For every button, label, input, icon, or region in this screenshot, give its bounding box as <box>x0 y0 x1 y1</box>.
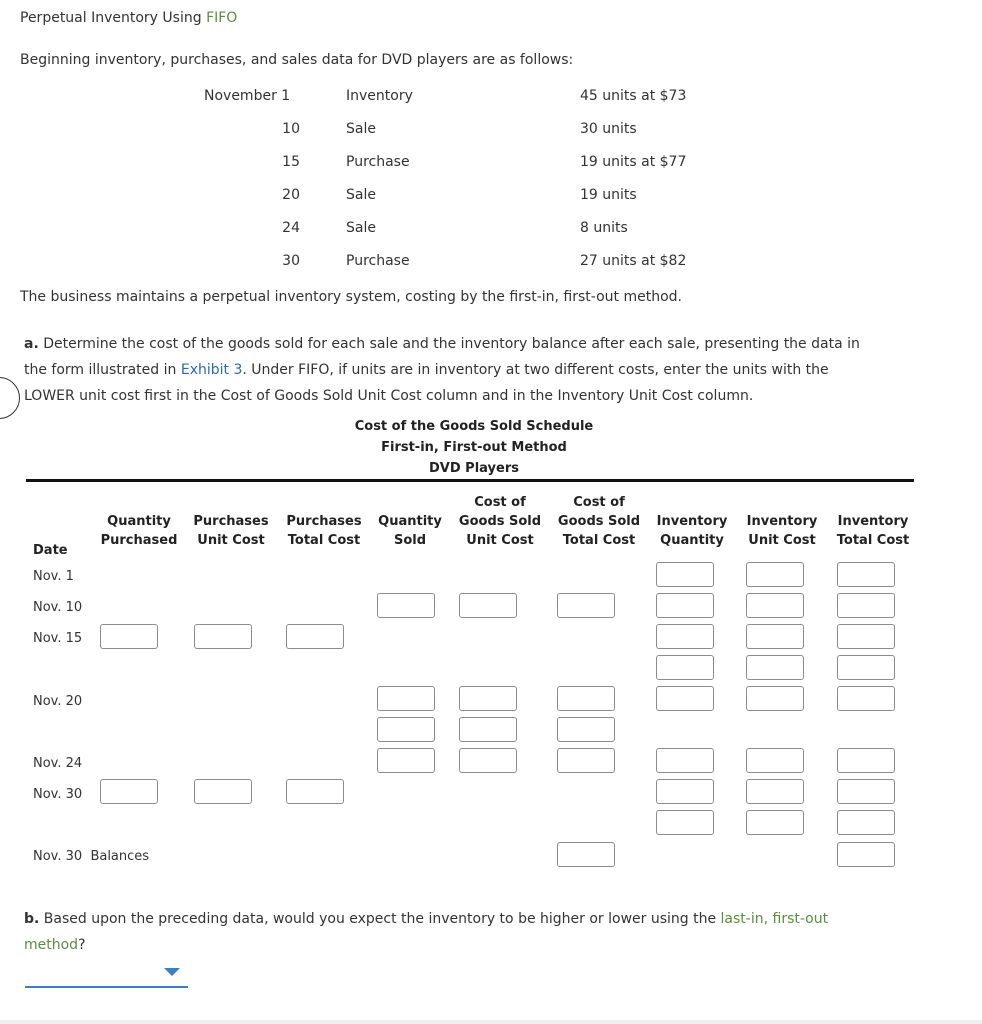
purchases-total-cost-input[interactable] <box>286 779 344 804</box>
qty-purchased-input[interactable] <box>100 624 158 649</box>
row-date: 10 <box>282 121 300 137</box>
row-type: Purchase <box>346 253 410 269</box>
question-marker <box>0 377 20 419</box>
header-cogs-unit-cost <box>452 493 548 550</box>
inv-unit-cost-input[interactable] <box>746 655 804 680</box>
footer-bar <box>0 1020 982 1024</box>
row-date: 15 <box>282 154 300 170</box>
part-b-line2 <box>24 937 86 953</box>
purchases-unit-cost-input[interactable] <box>194 624 252 649</box>
chevron-down-icon <box>164 968 180 976</box>
purchases-unit-cost-input[interactable] <box>194 779 252 804</box>
inv-unit-cost-input[interactable] <box>746 686 804 711</box>
row-detail: 19 units at $77 <box>580 154 687 170</box>
header-line: Quantity <box>107 514 171 529</box>
inv-unit-cost-input[interactable] <box>746 748 804 773</box>
inv-total-cost-input[interactable] <box>837 562 895 587</box>
inv-total-cost-input[interactable] <box>837 624 895 649</box>
header-purchases-unit-cost <box>186 512 276 550</box>
header-line: Purchased <box>100 533 178 548</box>
part-a-text2-post: . Under FIFO, if units are in inventory at two different costs, enter the units with the <box>242 362 829 378</box>
inv-total-cost-input[interactable] <box>837 593 895 618</box>
row-detail: 30 units <box>580 121 637 137</box>
header-line: Cost of <box>474 495 526 510</box>
schedule-method: First-in, First-out Method <box>381 440 567 455</box>
header-line: Total Cost <box>836 533 910 548</box>
header-line: Unit Cost <box>748 533 816 548</box>
header-line: Inventory <box>746 514 818 529</box>
row-detail: 8 units <box>580 220 628 236</box>
date-nov-15: Nov. 15 <box>33 631 83 646</box>
header-qty-purchased <box>93 512 185 550</box>
header-qty-sold <box>372 512 448 550</box>
inv-total-cost-input[interactable] <box>837 810 895 835</box>
date-nov-1: Nov. 1 <box>33 569 74 584</box>
part-a-text1: Determine the cost of the goods sold for each sale and the inventory balance after each sale, presenting the data in <box>38 336 860 352</box>
page-title <box>20 10 237 26</box>
qty-sold-input[interactable] <box>377 686 435 711</box>
purchases-total-cost-input[interactable] <box>286 624 344 649</box>
part-b-qmark: ? <box>78 937 86 953</box>
inv-total-cost-input[interactable] <box>837 686 895 711</box>
balances-label: Balances <box>90 849 150 864</box>
part-a-line3: LOWER unit cost first in the Cost of Goods Sold Unit Cost column and in the Inventory Unit Cost column. <box>24 388 754 404</box>
title-prefix: Perpetual Inventory Using <box>20 10 207 26</box>
header-line: Quantity <box>660 533 724 548</box>
header-line: Purchases <box>193 514 269 529</box>
qty-sold-input[interactable] <box>377 593 435 618</box>
row-date: 30 <box>282 253 300 269</box>
inv-unit-cost-input[interactable] <box>746 779 804 804</box>
header-date: Date <box>33 543 68 558</box>
row-date: 24 <box>282 220 300 236</box>
header-cogs-total-cost <box>550 493 648 550</box>
intro-text: Beginning inventory, purchases, and sales data for DVD players are as follows: <box>20 52 574 68</box>
header-inventory-total-cost <box>829 512 917 550</box>
date-nov-30: Nov. 30 <box>33 787 83 802</box>
cogs-total-cost-input[interactable] <box>557 686 615 711</box>
inv-total-cost-input[interactable] <box>837 779 895 804</box>
inv-unit-cost-input[interactable] <box>746 562 804 587</box>
schedule-title: Cost of the Goods Sold Schedule <box>354 419 594 434</box>
lifo-link-a[interactable]: last-in, first-out <box>720 911 829 927</box>
header-line: Cost of <box>573 495 625 510</box>
inv-unit-cost-input[interactable] <box>746 593 804 618</box>
row-detail: 27 units at $82 <box>580 253 687 269</box>
row-type: Sale <box>346 187 376 203</box>
part-a-text2-pre: the form illustrated in <box>24 362 181 378</box>
row-date: 20 <box>282 187 300 203</box>
cogs-unit-cost-input[interactable] <box>459 686 517 711</box>
row-type: Sale <box>346 121 376 137</box>
cogs-total-cost-input[interactable] <box>557 593 615 618</box>
fifo-link[interactable]: FIFO <box>206 10 238 26</box>
higher-lower-select[interactable] <box>25 962 188 988</box>
date-nov-30-balances <box>33 849 149 864</box>
inv-qty-input[interactable] <box>656 748 714 773</box>
part-b-line1 <box>24 911 828 927</box>
part-a-line2 <box>24 362 829 378</box>
cogs-unit-cost-input[interactable] <box>459 593 517 618</box>
header-line: Sold <box>393 533 427 548</box>
qty-purchased-input[interactable] <box>100 779 158 804</box>
part-b-label: b. <box>24 911 40 927</box>
inv-total-cost-input[interactable] <box>837 655 895 680</box>
inv-qty-input[interactable] <box>656 779 714 804</box>
header-line: Goods Sold <box>458 514 542 529</box>
row-detail: 45 units at $73 <box>580 88 687 104</box>
schedule-product: DVD Players <box>429 461 519 476</box>
header-line: Total Cost <box>287 533 361 548</box>
date-nov-10: Nov. 10 <box>33 600 83 615</box>
cogs-unit-cost-input[interactable] <box>459 717 517 742</box>
inv-unit-cost-input[interactable] <box>746 624 804 649</box>
date-nov-20: Nov. 20 <box>33 694 83 709</box>
inv-qty-input[interactable] <box>656 686 714 711</box>
row-detail: 19 units <box>580 187 637 203</box>
header-line: Inventory <box>656 514 728 529</box>
system-note: The business maintains a perpetual inventory system, costing by the first-in, first-out method. <box>20 289 682 305</box>
date-nov-24: Nov. 24 <box>33 756 83 771</box>
row-type: Inventory <box>346 88 413 104</box>
cogs-total-cost-input[interactable] <box>557 748 615 773</box>
cogs-total-balance-input[interactable] <box>557 842 615 867</box>
header-line: Inventory <box>837 514 909 529</box>
header-line: Unit Cost <box>197 533 265 548</box>
row-type: Purchase <box>346 154 410 170</box>
inv-qty-input[interactable] <box>656 810 714 835</box>
schedule-divider <box>26 479 914 482</box>
header-line: Goods Sold <box>557 514 641 529</box>
part-a-label: a. <box>24 336 39 352</box>
inv-qty-input[interactable] <box>656 593 714 618</box>
header-line: Purchases <box>286 514 362 529</box>
part-a-line1 <box>24 336 860 352</box>
inv-qty-input[interactable] <box>656 562 714 587</box>
header-inventory-quantity <box>649 512 735 550</box>
header-purchases-total-cost <box>278 512 370 550</box>
qty-sold-input[interactable] <box>377 717 435 742</box>
row-type: Sale <box>346 220 376 236</box>
balances-date: Nov. 30 <box>33 849 83 864</box>
header-line: Total Cost <box>562 533 636 548</box>
row-date: November 1 <box>204 88 291 104</box>
part-b-text: Based upon the preceding data, would you expect the inventory to be higher or lower using the <box>39 911 721 927</box>
qty-sold-input[interactable] <box>377 748 435 773</box>
inv-qty-input[interactable] <box>656 624 714 649</box>
exhibit-3-link[interactable]: Exhibit 3 <box>180 362 243 378</box>
inv-qty-input[interactable] <box>656 655 714 680</box>
cogs-unit-cost-input[interactable] <box>459 748 517 773</box>
header-line: Quantity <box>378 514 442 529</box>
inv-total-cost-input[interactable] <box>837 748 895 773</box>
lifo-link-b[interactable]: method <box>24 937 79 953</box>
header-line: Unit Cost <box>466 533 534 548</box>
cogs-total-cost-input[interactable] <box>557 717 615 742</box>
inv-unit-cost-input[interactable] <box>746 810 804 835</box>
header-inventory-unit-cost <box>738 512 826 550</box>
inv-total-balance-input[interactable] <box>837 842 895 867</box>
